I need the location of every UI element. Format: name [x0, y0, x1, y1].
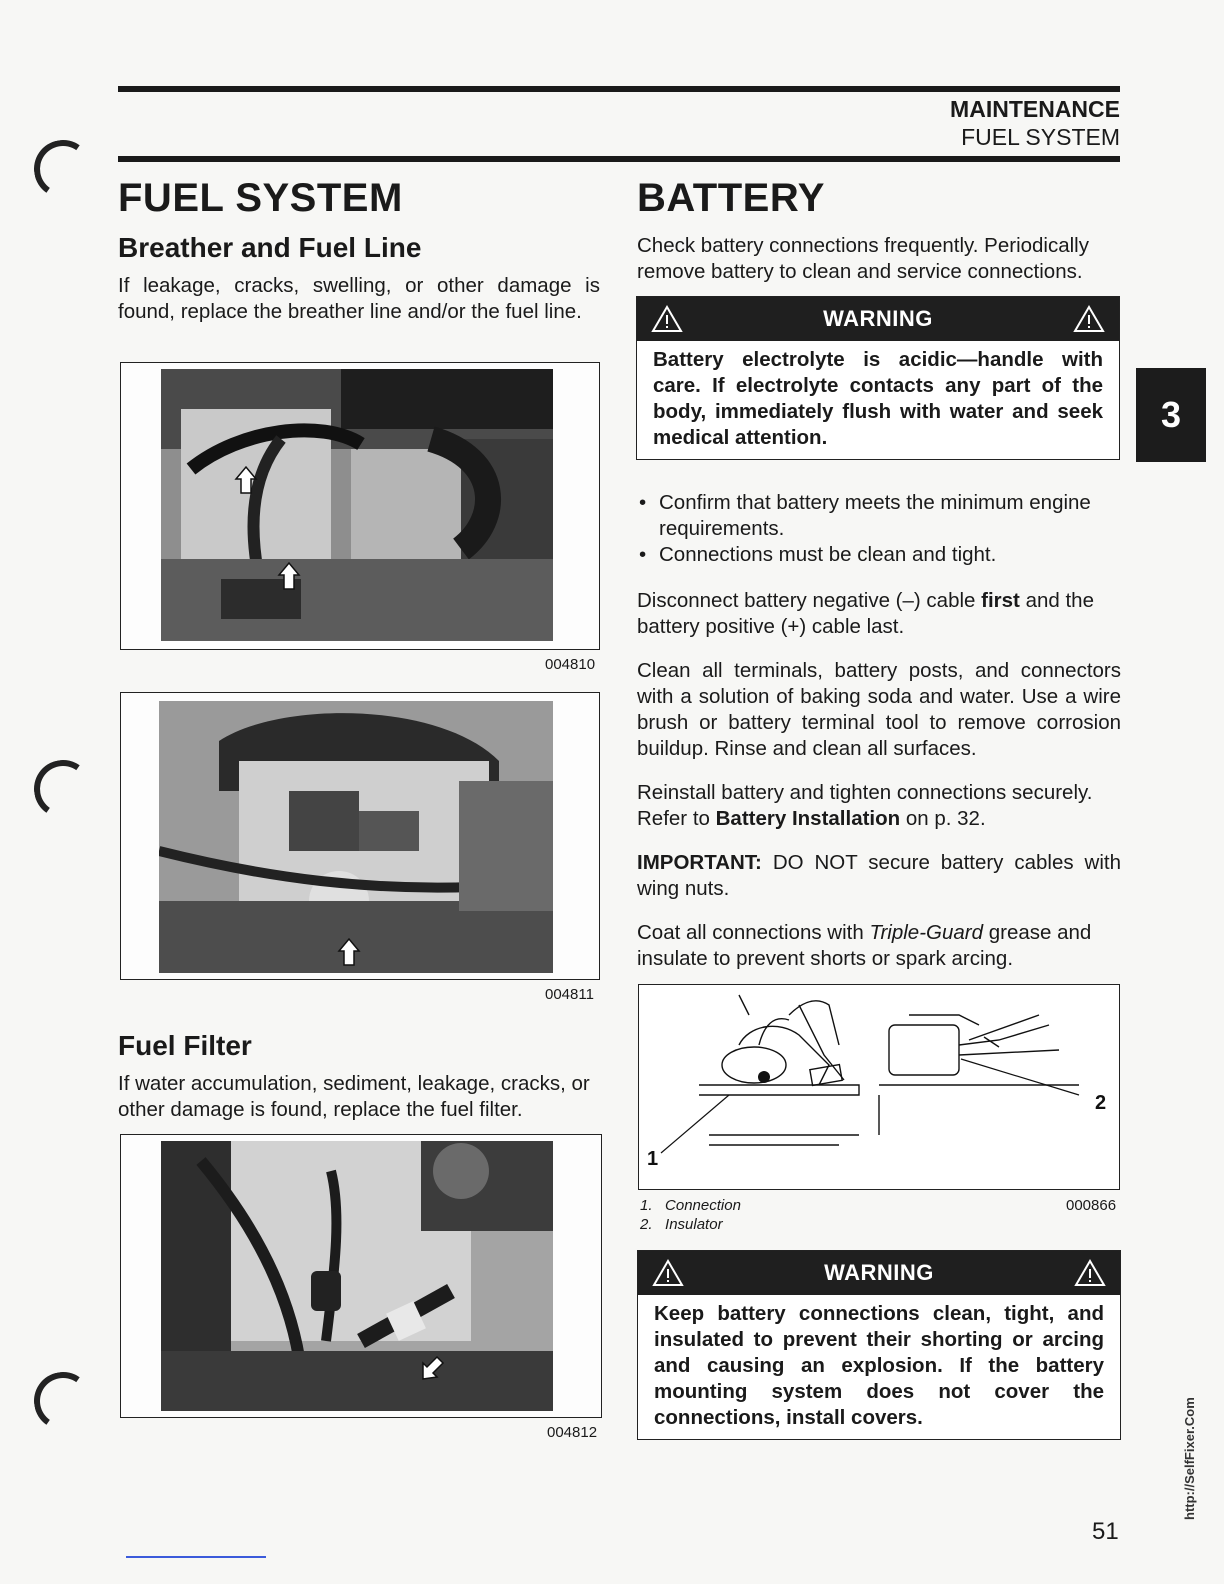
list-item: 2. Insulator — [640, 1216, 723, 1233]
warning-bar-2 — [638, 1251, 1120, 1295]
binder-hole-middle — [29, 755, 96, 822]
warning-text-1: Battery electrolyte is acidic—handle with care. If electrolyte contacts any part of the body, immediately flush with water and seek medical attention. — [653, 348, 1103, 449]
warning-triangle-icon — [652, 1259, 684, 1287]
disconnect-text: Disconnect battery negative (–) cable first and the battery positive (+) cable last. — [637, 589, 1094, 638]
header-rule-top — [118, 86, 1120, 92]
warning-label-2: WARNING — [824, 1260, 934, 1285]
figure-id-3: 004812 — [547, 1424, 598, 1441]
clean-text: Clean all terminals, battery posts, and connectors with a solution of baking soda and water. Use a wire brush or battery terminal tool to remove corrosion buildup. Rinse and clean all surfaces. — [637, 659, 1121, 760]
warning-label-1: WARNING — [823, 306, 933, 331]
warning-box-shorting — [637, 1250, 1121, 1440]
binder-hole-bottom — [29, 1367, 96, 1434]
warning-bar-1 — [637, 297, 1119, 341]
warning-triangle-icon — [1074, 1259, 1106, 1287]
header-section: MAINTENANCE — [950, 96, 1120, 122]
callout-2: 2 — [1095, 1092, 1107, 1114]
warning-text-2: Keep battery connections clean, tight, and insulated to prevent their shorting or arcing and causing an explosion. If the battery mounting system does not cover the connections, install covers. — [654, 1302, 1104, 1429]
engine-photo-fuel-line — [159, 701, 553, 973]
fuel-system-title: FUEL SYSTEM — [118, 176, 403, 220]
warning-triangle-icon — [1073, 305, 1105, 333]
header-rule-bottom — [118, 156, 1120, 162]
fuel-filter-photo — [161, 1141, 553, 1411]
engine-photo-breather — [161, 369, 553, 641]
reinstall-text: Reinstall battery and tighten connections securely. Refer to Battery Installation on p. 32. — [637, 781, 1093, 830]
photo-frame-1 — [120, 362, 600, 650]
list-item: • Confirm that battery meets the minimum engine requirements. — [637, 490, 1125, 542]
warning-triangle-icon — [651, 305, 683, 333]
callout-1: 1 — [647, 1148, 659, 1170]
photo-frame-2 — [120, 692, 600, 980]
header-subsection: FUEL SYSTEM — [961, 124, 1120, 150]
diagram-legend — [640, 1196, 741, 1234]
battery-connection-diagram — [639, 985, 1119, 1189]
side-url: http://SelfFixer.Com — [1182, 1397, 1197, 1520]
diagram-figure-id: 000866 — [1066, 1197, 1117, 1214]
battery-intro: Check battery connections frequently. Periodically remove battery to clean and service connections. — [637, 234, 1089, 283]
list-item: 1. Connection — [640, 1197, 741, 1214]
figure-id-1: 004810 — [545, 656, 596, 673]
breather-text: If leakage, cracks, swelling, or other damage is found, replace the breather line and/or the fuel line. — [118, 274, 600, 323]
fuel-filter-text: If water accumulation, sediment, leakage, cracks, or other damage is found, replace the fuel filter. — [118, 1072, 590, 1121]
breather-heading: Breather and Fuel Line — [118, 232, 422, 263]
coat-text: Coat all connections with Triple-Guard grease and insulate to prevent shorts or spark arcing. — [637, 921, 1092, 970]
battery-checklist — [637, 490, 1125, 568]
figure-id-2: 004811 — [545, 986, 594, 1003]
chapter-tab: 3 — [1136, 368, 1206, 462]
page-number: 51 — [1092, 1518, 1119, 1545]
fuel-filter-heading: Fuel Filter — [118, 1030, 252, 1061]
battery-diagram-frame — [638, 984, 1120, 1190]
battery-title: BATTERY — [637, 176, 825, 220]
photo-frame-3 — [120, 1134, 602, 1418]
important-note: IMPORTANT: DO NOT secure battery cables with wing nuts. — [637, 851, 1121, 900]
warning-box-electrolyte — [636, 296, 1120, 460]
list-item: • Connections must be clean and tight. — [637, 542, 1125, 568]
bottom-divider — [126, 1556, 266, 1558]
binder-hole-top — [29, 135, 96, 202]
